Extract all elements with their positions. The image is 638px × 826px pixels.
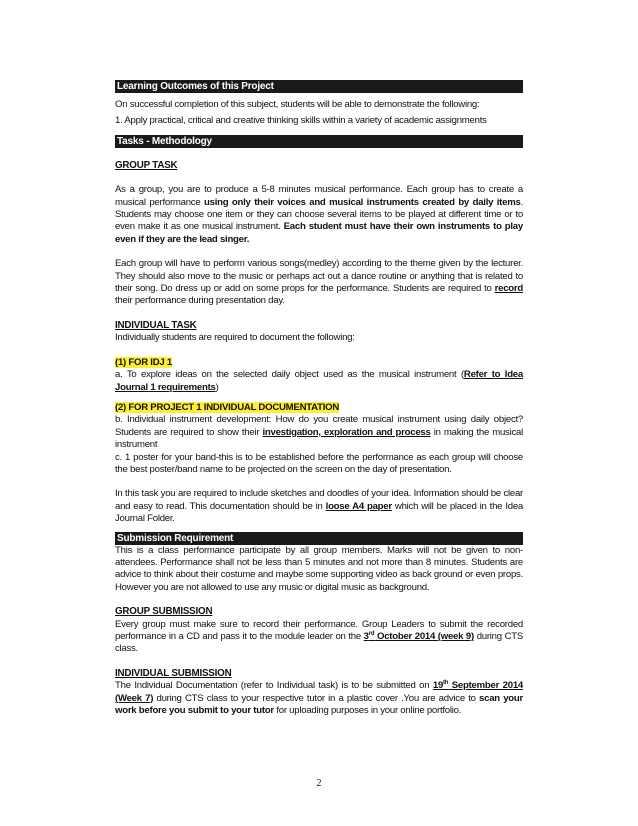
idj-label: (1) FOR IDJ 1 bbox=[115, 356, 172, 368]
section-header-learning-outcomes: Learning Outcomes of this Project bbox=[115, 80, 523, 93]
individual-task-heading: INDIVIDUAL TASK bbox=[115, 319, 197, 331]
learning-intro: On successful completion of this subject, students will be able to demonstrate the following: bbox=[115, 99, 480, 110]
group-submission-heading: GROUP SUBMISSION bbox=[115, 606, 213, 618]
learning-item-1: 1. Apply practical, critical and creative thinking skills within a variety of academic assignments bbox=[115, 115, 487, 127]
individual-submission-heading: INDIVIDUAL SUBMISSION bbox=[115, 667, 232, 679]
section-header-tasks: Tasks - Methodology bbox=[115, 135, 523, 148]
project-item-b: b. Individual instrument development: How do you create musical instrument using daily object? Students are required to show their investigation, exploration and process in making the musical instrument bbox=[115, 414, 524, 451]
group-task-paragraph-1: As a group, you are to produce a 5-8 minutes musical performance. Each group has to create a musical performance using only their voices and musical instruments created by daily items. Students may choose one item or they can choose several items to be played at different time or to even make it as one musical instrument. Each student must have their own instruments to play even if they are the lead singer. bbox=[115, 184, 523, 245]
idj-item-a: a. To explore ideas on the selected daily object used as the musical instrument (Refer to Idea Journal 1 requirements) bbox=[115, 369, 523, 393]
individual-submission-text: The Individual Documentation (refer to Individual task) is to be submitted on 19th September 2014 (Week 7) during CTS class to your respective tutor in a plastic cover .You are advice to scan your work before you submit to your tutor for uploading purposes in your online portfolio. bbox=[115, 680, 523, 717]
page-number: 2 bbox=[316, 778, 322, 789]
documentation-note: In this task you are required to include sketches and doodles of your idea. Information should be clear and easy to read. This documentation should be in loose A4 paper which will be placed in the Idea Journal Folder. bbox=[115, 488, 523, 525]
project-item-c: c. 1 poster for your band-this is to be established before the performance as each group will choose the best poster/band name to be projected on the screen on the day of presentation. bbox=[115, 451, 523, 475]
individual-task-intro: Individually students are required to document the following: bbox=[115, 332, 355, 344]
group-task-paragraph-2: Each group will have to perform various songs(medley) according to the theme given by the lecturer. They should also move to the music or perhaps act out a dance routine or anything that is related to their song. Do dress up or add on some props for the performance. Students are required to record their performance during presentation day. bbox=[115, 258, 523, 307]
group-submission-text: Every group must make sure to record their performance. Group Leaders to submit the recorded performance in a CD and pass it to the module leader on the 3rd October 2014 (week 9) during CTS class. bbox=[115, 618, 524, 655]
submission-intro: This is a class performance participate by all group members. Marks will not be given to non-attendees. Performance shall not be less than 5 minutes and not more than 8 minutes. Students are advice to think about their costume and maybe some supporting video as back ground or even props. However you are not allowed to use any music or digital music as background. bbox=[115, 544, 523, 593]
group-task-heading: GROUP TASK bbox=[115, 159, 178, 171]
project-label: (2) FOR PROJECT 1 INDIVIDUAL DOCUMENTATION bbox=[115, 401, 340, 413]
section-header-submission: Submission Requirement bbox=[115, 532, 523, 545]
document-page bbox=[115, 80, 523, 717]
